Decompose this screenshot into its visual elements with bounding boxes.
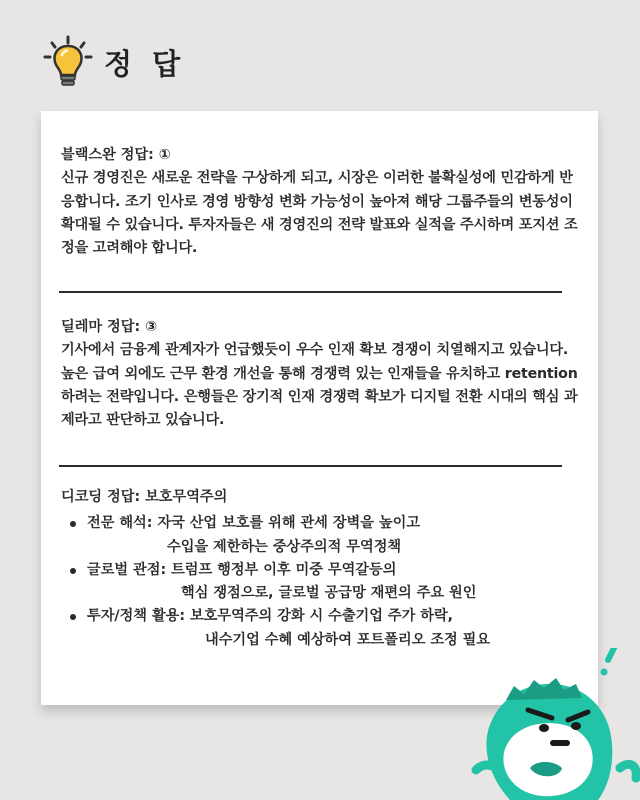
list-item (61, 605, 586, 652)
list-item-line1: 투자/정책 활용: 보호무역주의 강화 시 수출기업 주가 하락, (87, 608, 454, 625)
section-body: 기사에서 금융계 관계자가 언급했듯이 우수 인재 확보 경쟁이 치열해지고 있습니다. 높은 급여 외에도 근무 환경 개선을 통해 경쟁력 있는 인재들을 유치하고 retention하려는 전략입니다. 은행들은 장기적 인재 경쟁력 확보가 디지털 전환 시대의 핵심 과제라고 판단하고 있습니다. (61, 342, 578, 429)
section-title: 딜레마 정답: ③ (61, 319, 158, 335)
section-divider (59, 291, 562, 293)
lightbulb-icon (42, 34, 94, 90)
list-item-line2: 내수기업 수혜 예상하여 포트폴리오 조정 필요 (205, 631, 491, 648)
list-item (61, 559, 586, 606)
bullet-icon (70, 614, 76, 620)
dinosaur-mascot (470, 648, 640, 800)
list-item-line2: 수입을 제한하는 중상주의적 무역정책 (167, 538, 402, 555)
list-item-line1: 글로벌 관점: 트럼프 행정부 이후 미중 무역갈등의 (87, 561, 397, 578)
section-title: 블랙스완 정답: ① (61, 147, 171, 163)
answer-section-dilemma (61, 316, 586, 432)
section-body: 신규 경영진은 새로운 전략을 구상하게 되고, 시장은 이러한 불확실성에 민감하게 반응합니다. 조기 인사로 경영 방향성 변화 가능성이 높아져 해당 그룹주들의 변동성이 확대될 수 있습니다. 투자자들은 새 경영진의 전략 발표와 실적을 주시하며 포지션 조정을 고려해야 합니다. (61, 170, 578, 257)
list-item-line2: 핵심 쟁점으로, 글로벌 공급망 재편의 주요 원인 (181, 585, 477, 602)
list-item (61, 512, 586, 559)
answer-card (41, 111, 598, 705)
answer-section-decoding (61, 486, 586, 652)
section-divider (59, 465, 562, 467)
decoding-list (61, 512, 586, 652)
bullet-icon (70, 521, 76, 527)
bullet-icon (70, 568, 76, 574)
section-title: 디코딩 정답: 보호무역주의 (61, 489, 228, 505)
answer-section-blackswan (61, 144, 586, 260)
page-title: 정 답 (104, 46, 186, 81)
list-item-line1: 전문 해석: 자국 산업 보호를 위해 관세 장벽을 높이고 (87, 515, 420, 532)
page-header (42, 34, 185, 90)
